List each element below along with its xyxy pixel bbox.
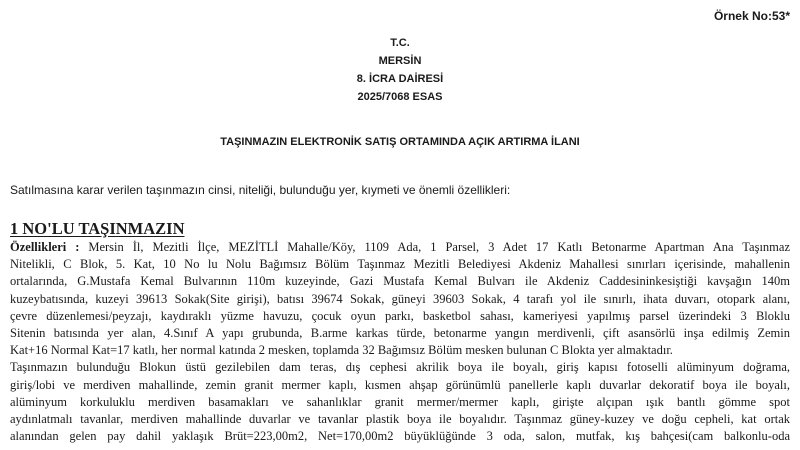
document-header (0, 34, 800, 106)
features-line: Taşınmazın bulunduğu Blokun üstü gezilebilen dam teras, dış cephesi akrilik boya ile boyalı, giriş kapısı fotoselli alüminyum doğrama, (10, 360, 790, 375)
features-line: Sitenin batısında yer alan, 4.Sınıf A yapı grubunda, B.arme karkas türde, betonarme yangın merdivenli, çift asansörlü inşa edilmiş Zemin (10, 326, 790, 341)
features-line: alüminyum korkuluklu merdiven basamakları ve sahanlıklar granit mermer/mermer kaplı, girişte alçıpan ışık bantlı gömme spot (10, 394, 790, 409)
features-line: Kat+16 Normal Kat=17 katlı, her normal katında 2 mesken, toplamda 32 Bağımsız Bölüm mesken bulunan C Blokta yer almaktadır. (10, 343, 673, 358)
header-case-number: 2025/7068 ESAS (357, 91, 443, 103)
header-office: 8. İCRA DAİRESİ (356, 73, 444, 85)
section-heading: 1 NO'LU TAŞINMAZIN (10, 219, 185, 238)
sample-number: Örnek No:53* (713, 9, 790, 23)
features-line: giriş/lobi ve merdiven mahallinde, zemin granit mermer kaplı, kısmen ahşap görünümlü panellerle kaplı duvarlar dekoratif boya ile boyalı, (10, 377, 790, 392)
features-line: aydınlatmalı tavanlar, merdiven mahallinde duvarlar ve tavanlar plastik boya ile boyalıdır. Taşınmaz güney-kuzey ve doğu cepheli, kat ortak (10, 412, 790, 427)
features-line: Nitelikli, C Blok, 5. Kat, 10 No lu Nolu Bağımsız Bölüm Taşınmaz Mezitli Belediyesi Akdeniz Mahallesi sınırları içerisinde, mahallenin (10, 257, 790, 272)
features-line: alanından gelen pay dahil yaklaşık Brüt=223,00m2, Net=170,00m2 büyüklüğünde 3 oda, salon, mutfak, kış bahçesi(cam balkonlu-oda (10, 429, 790, 444)
header-city: MERSİN (378, 55, 422, 67)
features-line: ortalarında, G.Mustafa Kemal Bulvarının 110m kuzeyinde, Gazi Mustafa Kemal Bulvarı ile Akdeniz Caddesininkesiştiği kavşağın 140m (10, 274, 790, 289)
header-tc: T.C. (390, 37, 410, 49)
features-line (10, 239, 790, 256)
features-paragraph (10, 239, 790, 445)
announcement-title: TAŞINMAZIN ELEKTRONİK SATIŞ ORTAMINDA AÇIK ARTIRMA İLANI (220, 136, 580, 148)
features-line-text: Mersin İl, Mezitli İlçe, MEZİTLİ Mahalle/Köy, 1109 Ada, 1 Parsel, 3 Adet 17 Katlı Betonarme Apartman Ana Taşınmaz (79, 240, 790, 254)
features-line: çevre düzenlemesi/peyzajı, kaydıraklı yüzme havuzu, çocuk oyun parkı, basketbol sahası, kameriyesi yapılmış parsel üzerindeki 3 Bloklu (10, 308, 790, 323)
intro-text: Satılmasına karar verilen taşınmazın cinsi, niteliği, bulunduğu yer, kıymeti ve önemli özellikleri: (10, 183, 511, 197)
features-line: kuzeybatısında, kuzeyi 39613 Sokak(Site girişi), batısı 39674 Sokak, güneyi 39603 Sokak, 4 tarafı yol ile sınırlı, ihata duvarı, otopark alanı, (10, 291, 790, 306)
features-label: Özellikleri : (10, 240, 80, 254)
